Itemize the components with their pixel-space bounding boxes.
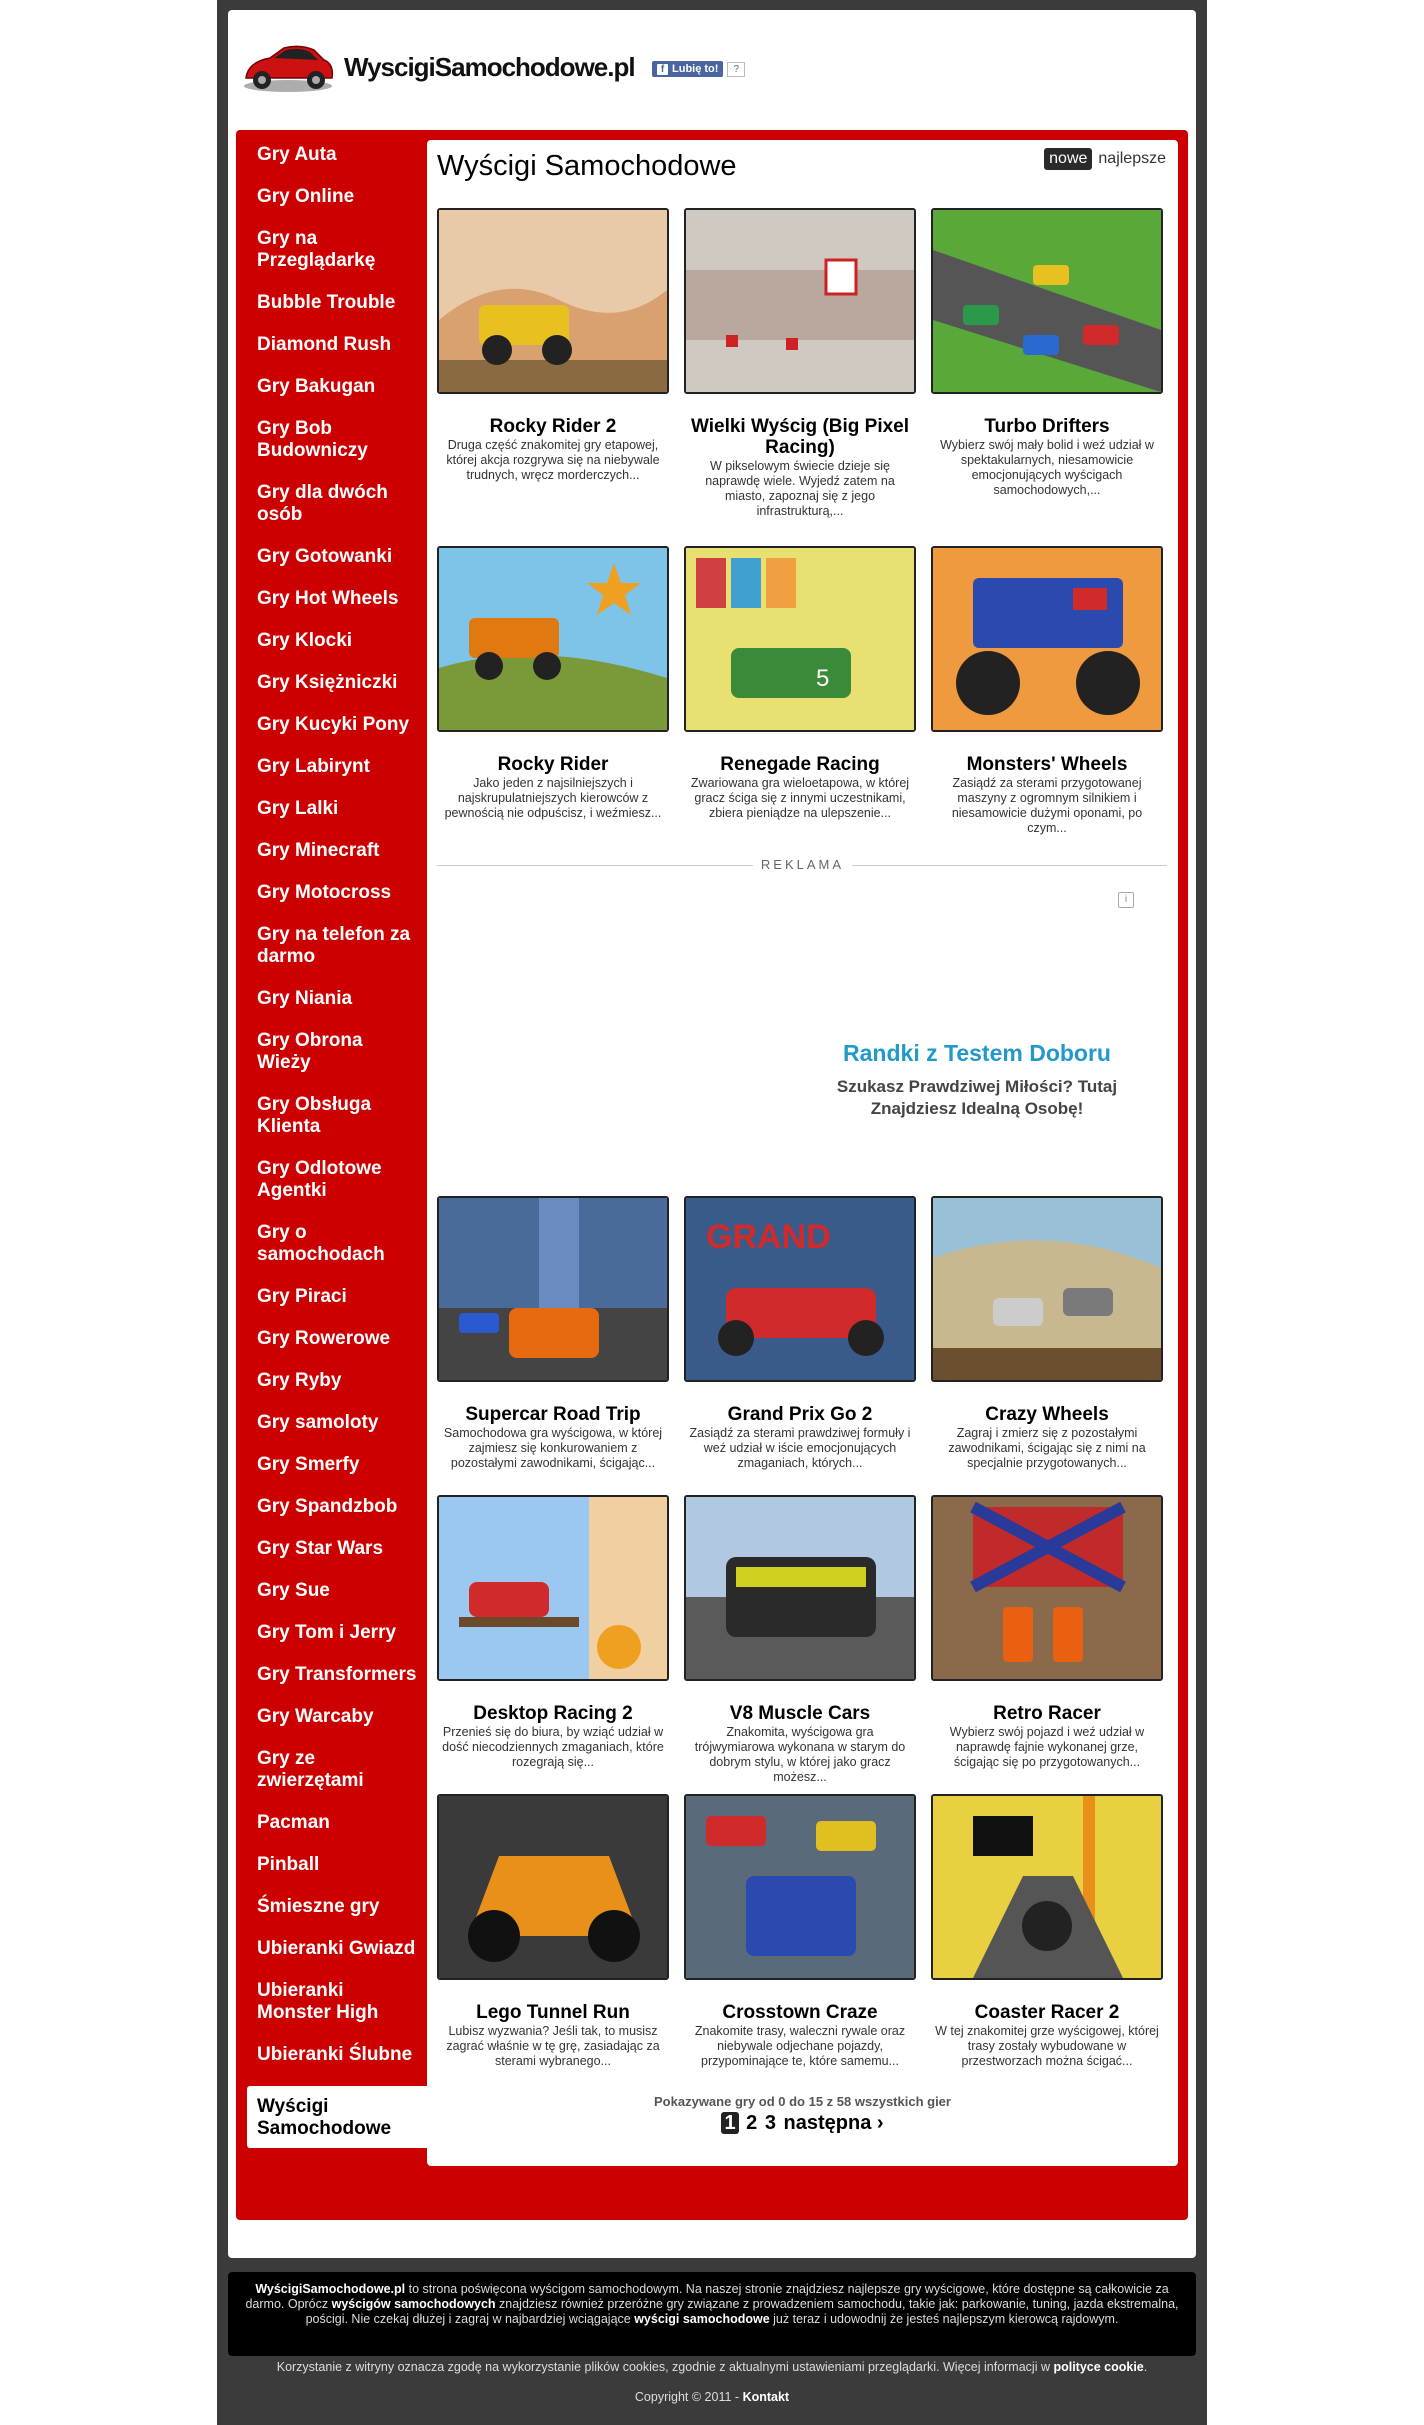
facebook-like-widget[interactable]: [652, 60, 745, 78]
sidebar-item[interactable]: Gry Lalki: [257, 798, 339, 819]
game-title[interactable]: Rocky Rider: [497, 754, 609, 775]
game-thumbnail[interactable]: [684, 1196, 916, 1382]
game-title[interactable]: Grand Prix Go 2: [727, 1404, 873, 1425]
game-card[interactable]: [931, 546, 1163, 836]
car-logo-icon: [244, 46, 332, 92]
game-thumbnail[interactable]: [931, 1794, 1163, 1980]
sidebar-item[interactable]: Gry Ryby: [257, 1370, 342, 1391]
cookie-text: Korzystanie z witryny oznacza zgodę na wykorzystanie plików cookies, zgodnie z aktualnymi ustawieniami przeglądarki. Więcej informacji w: [276, 2360, 1054, 2374]
games-count-text: Pokazywane gry od 0 do 15 z 58 wszystkich gier: [654, 2094, 951, 2109]
sidebar-item[interactable]: Gry Klocki: [257, 630, 353, 651]
sidebar-item[interactable]: Gry na telefon za darmo: [257, 924, 411, 967]
game-description: Wybierz swój pojazd i weź udział w naprawdę fajnie wykonanej grze, ścigając się po przygotowanych...: [949, 1725, 1145, 1769]
sidebar-item[interactable]: Gry Labirynt: [257, 756, 370, 777]
sidebar-item[interactable]: Gry Smerfy: [257, 1454, 360, 1475]
seo-bold-1: wyścigów samochodowych: [331, 2297, 496, 2311]
sidebar-item[interactable]: Gry Piraci: [257, 1286, 347, 1307]
sidebar-item[interactable]: Gry Hot Wheels: [257, 588, 399, 609]
game-description: Znakomita, wyścigowa gra trójwymiarowa wykonana w starym do dobrym stylu, w której jako gracz możesz...: [694, 1725, 906, 1784]
ad-label: REKLAMA: [427, 856, 1178, 874]
game-title[interactable]: Lego Tunnel Run: [476, 2002, 630, 2023]
game-thumbnail[interactable]: [684, 1794, 916, 1980]
game-description: Zagraj i zmierz się z pozostałymi zawodnikami, ścigając się z nimi na specjalnie przygotowanych...: [948, 1426, 1146, 1470]
next-page-link[interactable]: następna ›: [783, 2112, 884, 2134]
game-card[interactable]: [684, 1794, 916, 2069]
game-card[interactable]: [684, 1196, 916, 1471]
game-thumbnail[interactable]: [931, 208, 1163, 394]
game-thumbnail[interactable]: [684, 1495, 916, 1681]
game-card[interactable]: [931, 1495, 1163, 1770]
game-card[interactable]: [437, 208, 669, 483]
sidebar-item[interactable]: Gry Odlotowe Agentki: [257, 1158, 382, 1201]
game-card[interactable]: [437, 1794, 669, 2069]
sidebar-item[interactable]: Gry Obsługa Klienta: [257, 1094, 372, 1137]
game-thumbnail[interactable]: [684, 208, 916, 394]
sidebar-item[interactable]: Śmieszne gry: [257, 1896, 380, 1917]
page-background-right: [1207, 0, 1424, 2425]
copyright-text: Copyright © 2011 -: [634, 2390, 743, 2404]
sidebar-item[interactable]: Gry Tom i Jerry: [257, 1622, 397, 1643]
game-description: Jako jeden z najsilniejszych i najskrupulatniejszych kierowców z pewnością nie odpuścisz, i weźmiesz...: [444, 776, 662, 820]
game-description: Zwariowana gra wieloetapowa, w której gracz ściga się z innymi uczestnikami, zbiera pieniądze na ulepszenie...: [690, 776, 910, 820]
sidebar-item[interactable]: Gry Spandzbob: [257, 1496, 398, 1517]
sidebar-item[interactable]: Gry Warcaby: [257, 1706, 374, 1727]
seo-footer-text: [228, 2272, 1196, 2356]
seo-text-1: to strona poświęcona wyścigom samochodowym. Na naszej stronie znajdziesz najlepsze gry wyścigowe, które dostępne są całkowicie za darmo. Oprócz: [245, 2282, 1169, 2311]
seo-text-2: znajdziesz również przeróżne gry związane z prowadzeniem samochodu, takie jak: parkowanie, tuning, jazda ekstremalna, pościgi. Nie czekaj dłużej i zagraj w najbardziej wciągające: [305, 2297, 1179, 2326]
game-title[interactable]: Rocky Rider 2: [489, 416, 617, 437]
sidebar-item[interactable]: Ubieranki Gwiazd: [257, 1938, 416, 1959]
copyright: [217, 2390, 1207, 2404]
svg-text:GRAND: GRAND: [706, 1218, 831, 1256]
sidebar-item[interactable]: Bubble Trouble: [257, 292, 396, 313]
game-title[interactable]: Crosstown Craze: [722, 2002, 878, 2023]
page-2-link[interactable]: 2: [746, 2112, 758, 2134]
game-description: Znakomite trasy, waleczni rywale oraz niebywale odjechane pojazdy, przypominające te, które samemu...: [694, 2024, 906, 2068]
sidebar-item[interactable]: Gry Online: [257, 186, 355, 207]
sidebar-item[interactable]: Gry Kucyki Pony: [257, 714, 410, 735]
game-description: Zasiądź za sterami przygotowanej maszyny z ogromnym silnikiem i niesamowicie dużymi oponami, po czym...: [951, 776, 1143, 835]
game-card[interactable]: [437, 1196, 669, 1471]
sidebar-item[interactable]: Gry Bakugan: [257, 376, 376, 397]
sidebar-item[interactable]: Gry Sue: [257, 1580, 330, 1601]
game-description: Zasiądź za sterami prawdziwej formuły i weź udział w iście emocjonujących zmaganiach, których...: [689, 1426, 911, 1470]
svg-text:5: 5: [816, 665, 830, 692]
game-title[interactable]: Turbo Drifters: [984, 416, 1110, 437]
sidebar-item[interactable]: Gry Niania: [257, 988, 353, 1009]
sidebar-item[interactable]: Gry ze zwierzętami: [257, 1748, 364, 1791]
game-title[interactable]: Supercar Road Trip: [465, 1404, 641, 1425]
game-description: Przenieś się do biura, by wziąć udział w dość niecodziennych zmaganiach, które rozegrają się...: [442, 1725, 664, 1769]
sort-tabs: [1044, 148, 1166, 170]
page-background-left: [0, 0, 217, 2425]
game-card[interactable]: [437, 1495, 669, 1770]
game-description: Druga część znakomitej gry etapowej, której akcja rozgrywa się na niebywale trudnych, wręcz morderczych...: [446, 438, 660, 482]
game-thumbnail[interactable]: [437, 1196, 669, 1382]
game-title[interactable]: Renegade Racing: [720, 754, 880, 775]
sidebar-item[interactable]: Gry Motocross: [257, 882, 392, 903]
site-logo[interactable]: [240, 40, 636, 98]
game-card[interactable]: [684, 208, 916, 519]
sidebar-item[interactable]: Pinball: [257, 1854, 320, 1875]
game-thumbnail[interactable]: [437, 208, 669, 394]
game-thumbnail[interactable]: [931, 1196, 1163, 1382]
ad-info-icon[interactable]: i: [1118, 892, 1134, 908]
game-thumbnail[interactable]: [931, 1495, 1163, 1681]
game-description: W pikselowym świecie dzieje się naprawdę wiele. Wyjedź zatem na miasto, zapoznaj się z jego infrastrukturą,...: [705, 459, 895, 518]
svg-text:WyscigiSamochodowe.pl: WyscigiSamochodowe.pl: [344, 52, 635, 82]
game-card[interactable]: [684, 546, 916, 821]
sidebar-item[interactable]: Ubieranki Monster High: [257, 1980, 379, 2023]
game-thumbnail[interactable]: [437, 1495, 669, 1681]
contact-link[interactable]: Kontakt: [742, 2390, 790, 2404]
sidebar-item[interactable]: Gry o samochodach: [257, 1222, 385, 1265]
sidebar-item[interactable]: Gry Obrona Wieży: [257, 1030, 363, 1073]
cookie-end: .: [1143, 2360, 1148, 2374]
facebook-icon: f: [657, 64, 668, 75]
sort-new-tab[interactable]: nowe: [1044, 148, 1092, 170]
game-title[interactable]: Retro Racer: [993, 1703, 1101, 1724]
sidebar-item[interactable]: Ubieranki Ślubne: [257, 2044, 413, 2065]
ad-text[interactable]: Szukasz Prawdziwej Miłości? Tutaj Znajdziesz Idealną Osobę!: [836, 1077, 1118, 1118]
sidebar-item[interactable]: Gry Auta: [257, 144, 337, 165]
game-card[interactable]: [931, 208, 1163, 498]
facebook-like-button[interactable]: [652, 61, 723, 77]
ad-title-link[interactable]: Randki z Testem Doboru: [843, 1040, 1111, 1066]
sidebar-item-active[interactable]: Wyścigi Samochodowe: [247, 2086, 427, 2148]
sidebar-item[interactable]: Gry Star Wars: [257, 1538, 384, 1559]
game-thumbnail[interactable]: [931, 546, 1163, 732]
game-card[interactable]: [931, 1196, 1163, 1471]
cookie-notice: [217, 2360, 1207, 2374]
pagination: [427, 2112, 1178, 2135]
sidebar-item[interactable]: Gry na Przeglądarkę: [257, 228, 376, 271]
main-content: [427, 140, 1178, 2166]
game-title[interactable]: Coaster Racer 2: [974, 2002, 1120, 2023]
game-thumbnail[interactable]: [437, 546, 669, 732]
facebook-like-label: Lubię to!: [672, 63, 719, 75]
facebook-like-count: ?: [727, 62, 745, 77]
sidebar-item[interactable]: Gry Księżniczki: [257, 672, 398, 693]
sidebar-item[interactable]: Gry Gotowanki: [257, 546, 393, 567]
game-description: W tej znakomitej grze wyścigowej, której trasy zostały wybudowane w przestworzach można ścigać...: [935, 2024, 1159, 2068]
game-title[interactable]: Desktop Racing 2: [473, 1703, 633, 1724]
page-3-link[interactable]: 3: [764, 2112, 776, 2134]
game-thumbnail[interactable]: [437, 1794, 669, 1980]
sidebar-item[interactable]: Gry Transformers: [257, 1664, 417, 1685]
sidebar-item[interactable]: Diamond Rush: [257, 334, 392, 355]
game-description: Wybierz swój mały bolid i weź udział w spektakularnych, niesamowicie emocjonujących wyścigach samochodowych,...: [940, 438, 1154, 497]
seo-bold-2: wyścigi samochodowe: [634, 2312, 770, 2326]
sidebar-item[interactable]: Gry samoloty: [257, 1412, 379, 1433]
sidebar-item[interactable]: Pacman: [257, 1812, 330, 1833]
page-title: Wyścigi Samochodowe: [437, 150, 737, 182]
game-thumbnail[interactable]: [684, 546, 916, 732]
seo-text-3: już teraz i udowodnij że jesteś najlepszym kierowcą rajdowym.: [769, 2312, 1119, 2326]
sidebar-item[interactable]: Gry Bob Budowniczy: [257, 418, 368, 461]
sidebar-item[interactable]: Gry Rowerowe: [257, 1328, 391, 1349]
game-title[interactable]: Monsters' Wheels: [966, 754, 1128, 775]
game-title[interactable]: V8 Muscle Cars: [729, 1703, 871, 1724]
game-title[interactable]: Wielki Wyścig (Big Pixel Racing): [690, 416, 910, 458]
game-card[interactable]: [931, 1794, 1163, 2069]
game-description: Lubisz wyzwania? Jeśli tak, to musisz zagrać właśnie w tę grę, zasiadając za sterami wybranego...: [446, 2024, 660, 2068]
sidebar-item[interactable]: Gry dla dwóch osób: [257, 482, 388, 525]
page-1-link[interactable]: 1: [721, 2112, 738, 2134]
sidebar-item[interactable]: Gry Minecraft: [257, 840, 380, 861]
game-title[interactable]: Crazy Wheels: [985, 1404, 1109, 1425]
game-card[interactable]: [684, 1495, 916, 1785]
cookie-policy-link[interactable]: polityce cookie: [1053, 2360, 1144, 2374]
seo-brand: WyścigiSamochodowe.pl: [255, 2282, 406, 2296]
sort-best-tab[interactable]: najlepsze: [1098, 150, 1166, 167]
sidebar-nav: [247, 144, 427, 2168]
game-card[interactable]: [437, 546, 669, 821]
game-description: Samochodowa gra wyścigowa, w której zajmiesz się konkurowaniem z pozostałymi zawodnikami, ścigając...: [443, 1426, 663, 1470]
